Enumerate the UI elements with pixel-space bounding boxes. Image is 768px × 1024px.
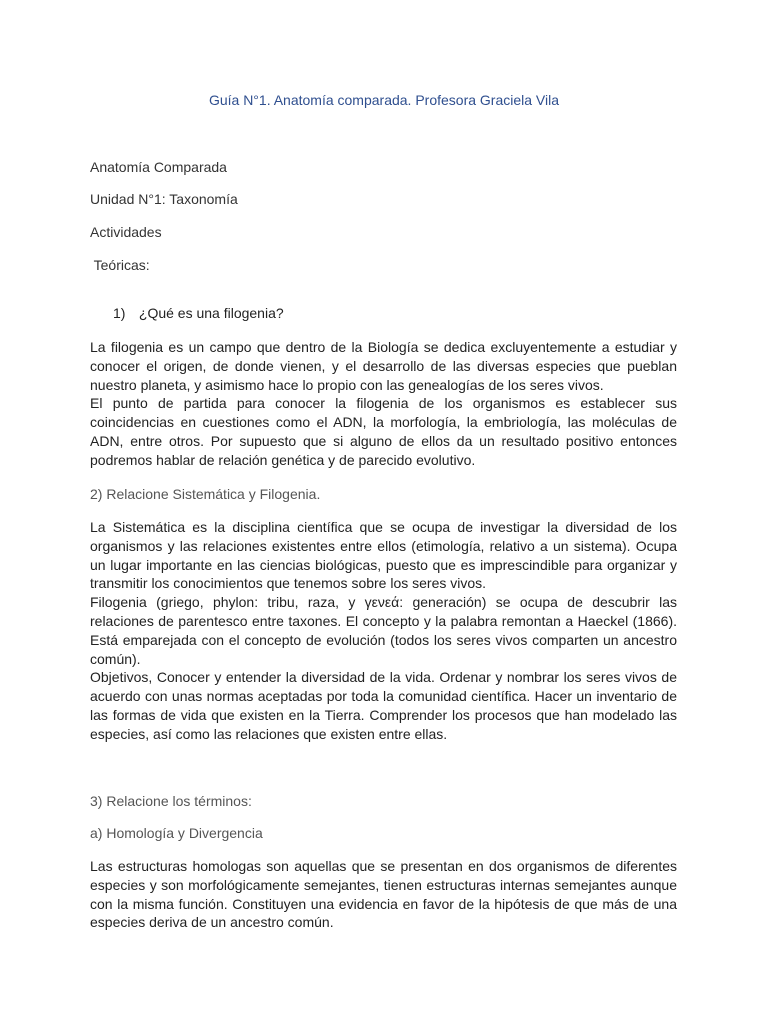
heading-teoricas: Teóricas: bbox=[90, 257, 150, 273]
answer-2-paragraph-2: Filogenia (griego, phylon: tribu, raza, y γενεά: generación) se ocupa de descubrir las relaciones de parentesco entre taxones. El concepto y la palabra remontan a Haeckel (1866). Está emparejada con el concepto de evolución (todos los seres vivos comparten un ancestro común). bbox=[90, 594, 677, 667]
answer-3a-paragraph-1: Las estructuras homologas son aquellas que se presentan en dos organismos de diferentes especies y son morfológicamente semejantes, tienen estructuras internas semejantes aunque con la misma función. Constituyen una evidencia en favor de la hipótesis de que más de una especies deriva de un ancestro común. bbox=[90, 858, 677, 931]
heading-anatomia: Anatomía Comparada bbox=[90, 159, 227, 175]
answer-2-paragraph-1: La Sistemática es la disciplina científica que se ocupa de investigar la diversidad de los organismos y las relaciones existentes entre ellos (etimología, relativo a un sistema). Ocupa un lugar importante en las ciencias biológicas, puesto que es imprescindible para organizar y transmitir los conocimientos que tenemos sobre los seres vivos. bbox=[90, 519, 677, 592]
answer-1-paragraph-1: La filogenia es un campo que dentro de la Biología se dedica excluyentemente a estudiar y conocer el origen, de donde vienen, y el desarrollo de las diversas especies que pueblan nuestro planeta, y asimismo hace lo propio con las genealogías de los seres vivos. bbox=[90, 339, 677, 393]
answer-2-paragraph-3: Objetivos, Conocer y entender la diversidad de la vida. Ordenar y nombrar los seres vivos de acuerdo con unas normas aceptadas por toda la comunidad científica. Hacer un inventario de las formas de vida que existen en la Tierra. Comprender los procesos que han modelado las especies, así como las relaciones que existen entre ellas. bbox=[90, 669, 677, 742]
heading-actividades: Actividades bbox=[90, 224, 162, 240]
question-1-number: 1) bbox=[113, 305, 126, 321]
answer-1 bbox=[90, 338, 677, 470]
answer-3a bbox=[90, 857, 677, 932]
question-1 bbox=[113, 305, 284, 321]
heading-unidad: Unidad N°1: Taxonomía bbox=[90, 191, 238, 207]
document-title: Guía N°1. Anatomía comparada. Profesora Graciela Vila bbox=[208, 92, 560, 108]
answer-2 bbox=[90, 518, 677, 744]
question-2: 2) Relacione Sistemática y Filogenia. bbox=[90, 486, 321, 502]
question-1-text: ¿Qué es una filogenia? bbox=[138, 305, 284, 321]
question-3a: a) Homología y Divergencia bbox=[90, 825, 263, 841]
question-3: 3) Relacione los términos: bbox=[90, 793, 252, 809]
answer-1-paragraph-2: El punto de partida para conocer la filogenia de los organismos es establecer sus coincidencias en cuestiones como el ADN, la morfología, la embriología, las moléculas de ADN, entre otros. Por supuesto que si alguno de ellos da un resultado positivo entonces podremos hablar de relación genética y de parecido evolutivo. bbox=[90, 395, 677, 468]
